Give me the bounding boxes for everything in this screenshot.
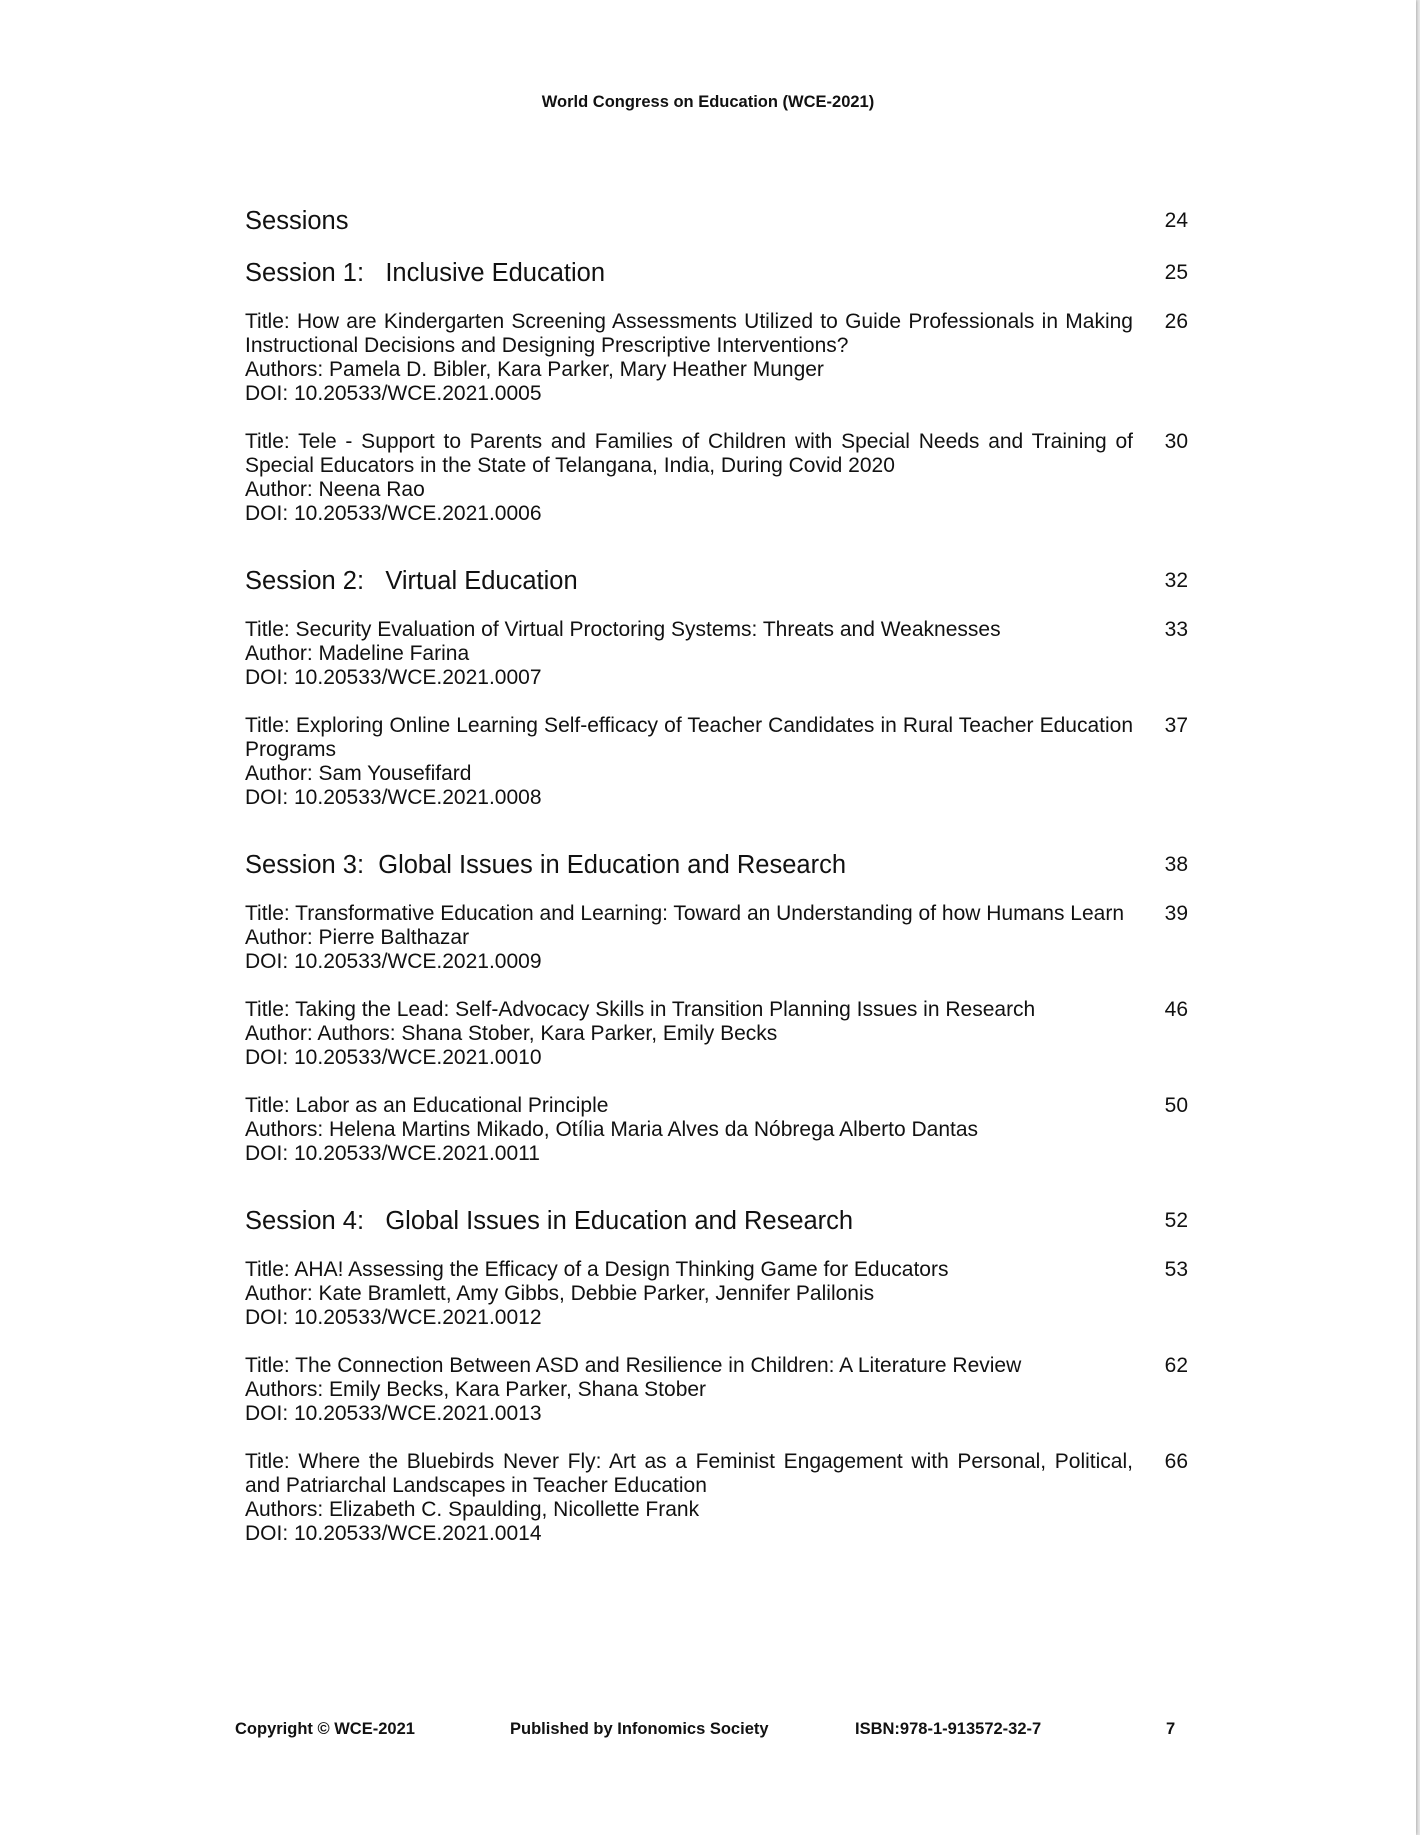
footer-isbn: ISBN:978-1-913572-32-7 — [855, 1720, 1042, 1738]
table-of-contents — [245, 206, 1188, 1570]
toc-page-number: 46 — [1164, 998, 1188, 1021]
toc-entry — [245, 902, 1188, 974]
entry-doi: DOI: 10.20533/WCE.2021.0005 — [245, 382, 542, 405]
toc-entry — [245, 1094, 1188, 1166]
footer-page-number: 7 — [1166, 1720, 1176, 1738]
toc-page-number: 50 — [1164, 1094, 1188, 1117]
toc-sessions-heading — [245, 206, 1188, 236]
toc-entry — [245, 1258, 1188, 1330]
entry-title: Title: How are Kindergarten Screening Assessments Utilized to Guide Professionals in Making Instructional Decisions and Designing Prescriptive Interventions? — [245, 310, 1133, 357]
entry-authors: Author: Pierre Balthazar — [245, 926, 470, 949]
entry-doi: DOI: 10.20533/WCE.2021.0012 — [245, 1306, 542, 1329]
toc-page-number: 30 — [1164, 430, 1188, 453]
session-title: Session 4: Global Issues in Education and Research — [245, 1207, 854, 1235]
entry-authors: Authors: Emily Becks, Kara Parker, Shana Stober — [245, 1378, 707, 1401]
entry-doi: DOI: 10.20533/WCE.2021.0014 — [245, 1522, 542, 1545]
toc-page-number: 39 — [1164, 902, 1188, 925]
entry-authors: Author: Sam Yousefifard — [245, 762, 472, 785]
session-2 — [245, 566, 1188, 810]
session-4 — [245, 1206, 1188, 1546]
toc-page-number: 32 — [1164, 569, 1188, 592]
session-title: Session 3: Global Issues in Education and Research — [245, 851, 847, 879]
entry-doi: DOI: 10.20533/WCE.2021.0011 — [245, 1142, 540, 1165]
entry-authors: Authors: Elizabeth C. Spaulding, Nicollette Frank — [245, 1498, 700, 1521]
toc-entry — [245, 998, 1188, 1070]
entry-authors: Author: Authors: Shana Stober, Kara Parker, Emily Becks — [245, 1022, 778, 1045]
toc-page-number: 37 — [1164, 714, 1188, 737]
entry-title: Title: AHA! Assessing the Efficacy of a Design Thinking Game for Educators — [245, 1258, 949, 1281]
session-heading — [245, 1206, 1188, 1236]
toc-entry — [245, 618, 1188, 690]
entry-authors: Authors: Pamela D. Bibler, Kara Parker, Mary Heather Munger — [245, 358, 824, 381]
toc-page-number: 66 — [1164, 1450, 1188, 1473]
entry-title: Title: Where the Bluebirds Never Fly: Art as a Feminist Engagement with Personal, Political, and Patriarchal Landscapes in Teacher Education — [245, 1450, 1133, 1497]
entry-doi: DOI: 10.20533/WCE.2021.0009 — [245, 950, 542, 973]
session-title: Session 1: Inclusive Education — [245, 259, 606, 287]
toc-page-number: 25 — [1164, 261, 1188, 284]
entry-title: Title: Security Evaluation of Virtual Proctoring Systems: Threats and Weaknesses — [245, 618, 1001, 641]
entry-authors: Author: Neena Rao — [245, 478, 425, 501]
entry-authors: Author: Madeline Farina — [245, 642, 470, 665]
entry-title: Title: Labor as an Educational Principle — [245, 1094, 609, 1117]
entry-doi: DOI: 10.20533/WCE.2021.0013 — [245, 1402, 542, 1425]
session-3 — [245, 850, 1188, 1166]
toc-page-number: 62 — [1164, 1354, 1188, 1377]
toc-entry — [245, 1450, 1188, 1546]
toc-entry — [245, 1354, 1188, 1426]
footer-publisher: Published by Infonomics Society — [510, 1720, 769, 1738]
entry-authors: Author: Kate Bramlett, Amy Gibbs, Debbie Parker, Jennifer Palilonis — [245, 1282, 875, 1305]
footer-copyright: Copyright © WCE-2021 — [235, 1720, 415, 1738]
toc-page-number: 53 — [1164, 1258, 1188, 1281]
entry-authors: Authors: Helena Martins Mikado, Otília Maria Alves da Nóbrega Alberto Dantas — [245, 1118, 979, 1141]
entry-doi: DOI: 10.20533/WCE.2021.0007 — [245, 666, 542, 689]
entry-doi: DOI: 10.20533/WCE.2021.0010 — [245, 1046, 542, 1069]
session-title: Session 2: Virtual Education — [245, 567, 578, 595]
session-heading — [245, 850, 1188, 880]
entry-title: Title: Tele - Support to Parents and Families of Children with Special Needs and Training of Special Educators in the State of Telangana, India, During Covid 2020 — [245, 430, 1133, 477]
toc-entry — [245, 714, 1188, 810]
entry-title: Title: The Connection Between ASD and Resilience in Children: A Literature Review — [245, 1354, 1022, 1377]
entry-doi: DOI: 10.20533/WCE.2021.0008 — [245, 786, 542, 809]
entry-title: Title: Transformative Education and Learning: Toward an Understanding of how Humans Learn — [245, 902, 1125, 925]
toc-page-number: 52 — [1164, 1209, 1188, 1232]
session-heading — [245, 566, 1188, 596]
toc-entry — [245, 430, 1188, 526]
toc-page-number: 33 — [1164, 618, 1188, 641]
entry-title: Title: Exploring Online Learning Self-efficacy of Teacher Candidates in Rural Teacher Education Programs — [245, 714, 1133, 761]
toc-page-number: 26 — [1164, 310, 1188, 333]
entry-title: Title: Taking the Lead: Self-Advocacy Skills in Transition Planning Issues in Research — [245, 998, 1036, 1021]
toc-entry — [245, 310, 1188, 406]
session-1 — [245, 258, 1188, 526]
running-header: World Congress on Education (WCE-2021) — [541, 93, 875, 111]
toc-page-number: 38 — [1164, 853, 1188, 876]
toc-page-number: 24 — [1164, 209, 1188, 232]
toc-heading-label: Sessions — [245, 207, 349, 235]
entry-doi: DOI: 10.20533/WCE.2021.0006 — [245, 502, 542, 525]
session-heading — [245, 258, 1188, 288]
